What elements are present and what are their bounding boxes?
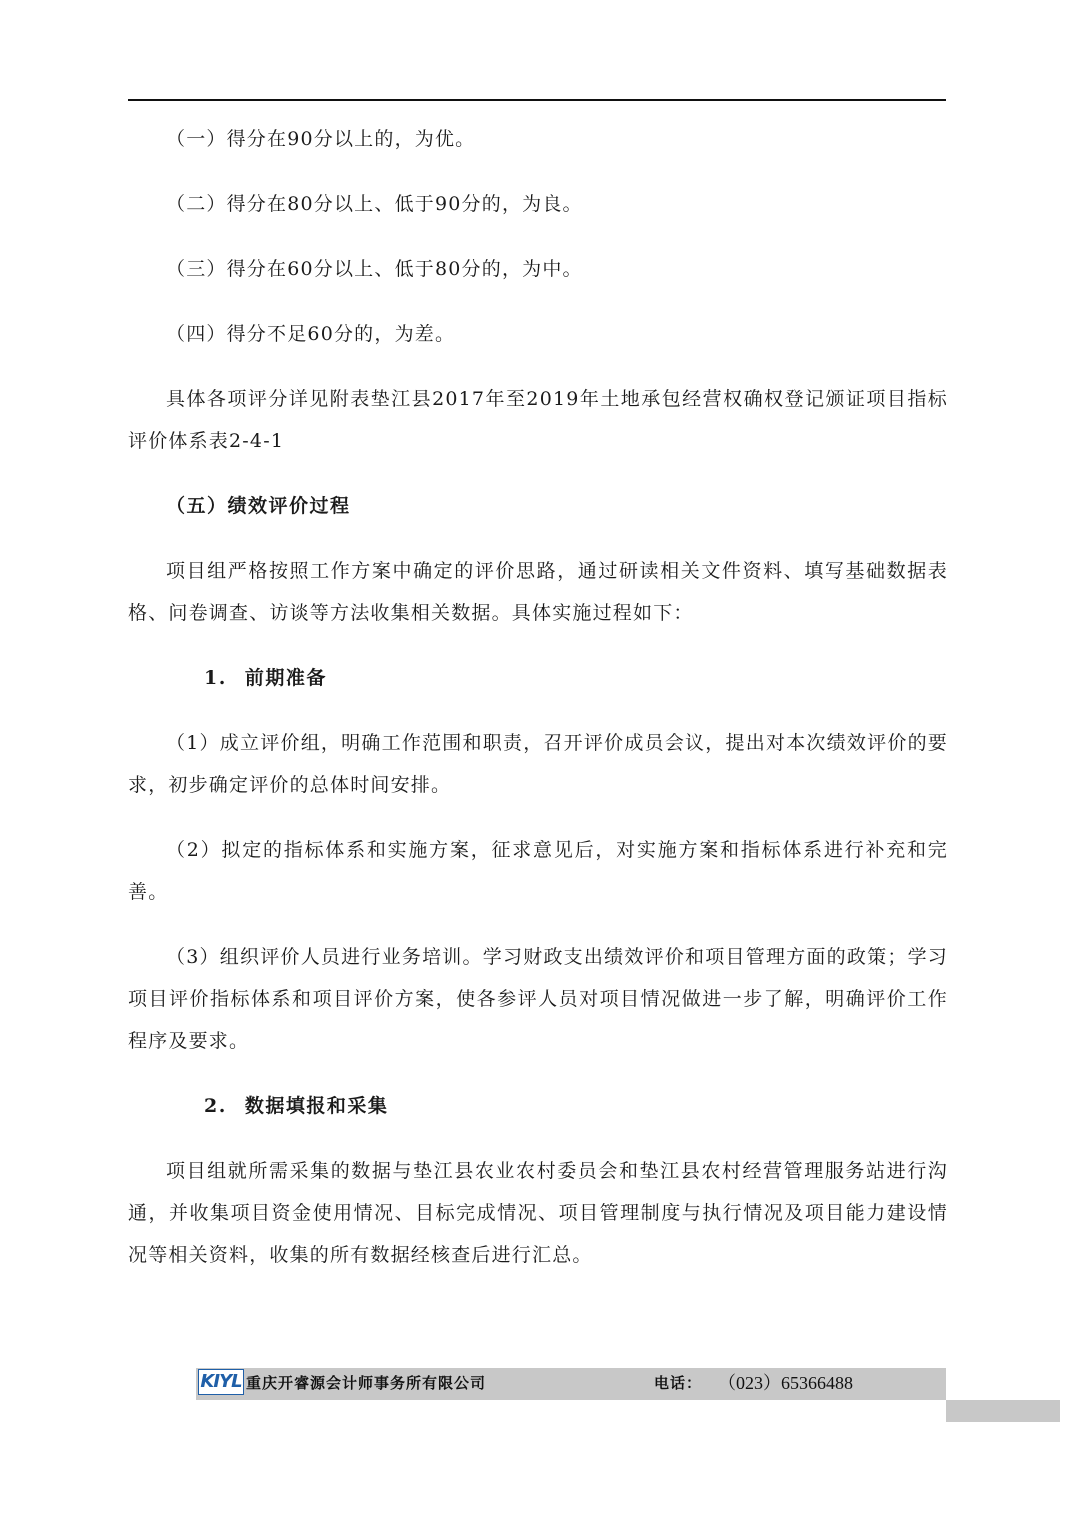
footer-bar-extension [946, 1400, 1060, 1422]
paragraph-data-collection: 项目组就所需采集的数据与垫江县农业农村委员会和垫江县农村经营管理服务站进行沟通，并收集项目资金使用情况、目标完成情况、项目管理制度与执行情况及项目能力建设情况等相关资料，收集的所有数据经核查后进行汇总。 [128, 1160, 948, 1266]
document-body [128, 118, 948, 1299]
paragraph-grade-good: （二）得分在80分以上、低于90分的，为良。 [166, 193, 583, 215]
paragraph-score-reference: 具体各项评分详见附表垫江县2017年至2019年土地承包经营权确权登记颁证项目指标评价体系表2-4-1 [128, 388, 948, 452]
company-logo: KIYL [198, 1369, 244, 1395]
subheading-number: 1. [204, 667, 227, 689]
subheading-preparation [128, 657, 948, 699]
paragraph-grade-poor: （四）得分不足60分的，为差。 [166, 323, 456, 345]
subheading-data-collection [128, 1085, 948, 1127]
paragraph-process-intro: 项目组严格按照工作方案中确定的评价思路，通过研读相关文件资料、填写基础数据表格、问卷调查、访谈等方法收集相关数据。具体实施过程如下： [128, 560, 948, 624]
footer-company-name: 重庆开睿源会计师事务所有限公司 [246, 1374, 487, 1392]
paragraph-prep-step-2: （2）拟定的指标体系和实施方案，征求意见后，对实施方案和指标体系进行补充和完善。 [128, 839, 948, 903]
subheading-text: 前期准备 [244, 667, 327, 689]
paragraph-prep-step-1: （1）成立评价组，明确工作范围和职责，召开评价成员会议，提出对本次绩效评价的要求，初步确定评价的总体时间安排。 [128, 732, 948, 796]
subheading-text: 数据填报和采集 [244, 1095, 389, 1117]
paragraph-grade-medium: （三）得分在60分以上、低于80分的，为中。 [166, 258, 583, 280]
footer-phone-number: （023）65366488 [718, 1373, 853, 1393]
paragraph-grade-excellent: （一）得分在90分以上的，为优。 [166, 128, 476, 150]
header-rule [128, 99, 946, 101]
subheading-number: 2. [204, 1095, 227, 1117]
footer-phone-label: 电话： [654, 1374, 703, 1392]
section-heading-evaluation-process: （五）绩效评价过程 [166, 495, 351, 517]
paragraph-prep-step-3: （3）组织评价人员进行业务培训。学习财政支出绩效评价和项目管理方面的政策；学习项目评价指标体系和项目评价方案，使各参评人员对项目情况做进一步了解，明确评价工作程序及要求。 [128, 946, 948, 1052]
